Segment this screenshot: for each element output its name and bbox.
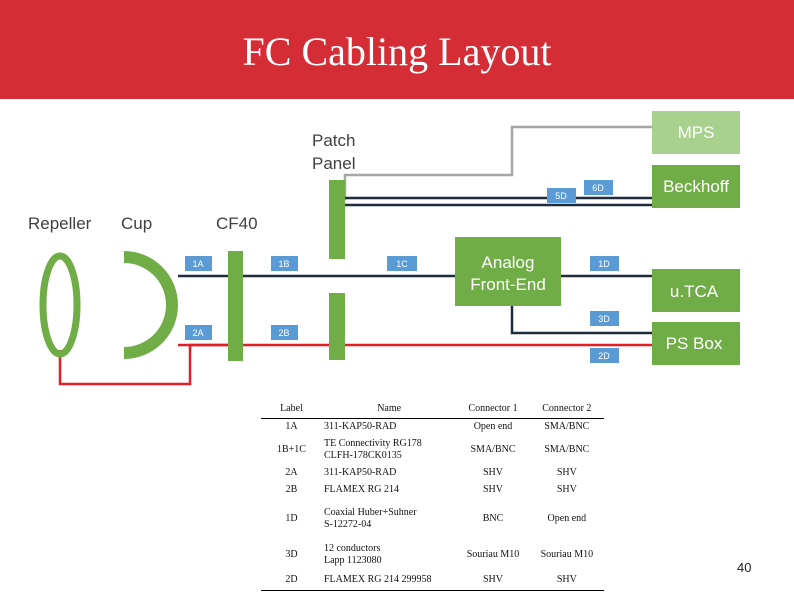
- tag-1c-text: 1C: [396, 259, 408, 269]
- row-connector-1: SMA/BNC: [470, 443, 516, 455]
- tag-2b-text: 2B: [278, 328, 290, 338]
- analog-label-line1: Analog: [481, 253, 535, 272]
- row-label: 3D: [285, 548, 298, 560]
- table-row: [261, 499, 604, 539]
- cf40-label: CF40: [216, 214, 258, 233]
- row-name: [322, 571, 456, 591]
- table-header-row: [261, 398, 604, 419]
- tag-2d-text: 2D: [598, 351, 610, 361]
- table-row: [261, 482, 604, 499]
- tag-1a-text: 1A: [192, 259, 204, 269]
- row-name: [322, 435, 456, 465]
- header-name: Name: [322, 398, 456, 419]
- row-label: 1B+1C: [277, 443, 306, 455]
- row-connector-1: SHV: [456, 571, 529, 591]
- row-name-line1: 311-KAP50-RAD: [323, 420, 397, 432]
- row-name-line2: CLFH-178CK0135: [323, 449, 402, 461]
- patch-panel-label-line2: Panel: [312, 154, 356, 173]
- row-name-line1: 311-KAP50-RAD: [323, 467, 397, 478]
- tag-1d-text: 1D: [598, 259, 610, 269]
- row-connector-2: SHV: [530, 571, 604, 591]
- equipment-boxes: [455, 111, 740, 365]
- row-connector-1: Open end: [473, 420, 513, 432]
- row-name: [322, 539, 456, 571]
- cup-label: Cup: [121, 214, 153, 233]
- analog-label-line2: Front-End: [470, 275, 546, 294]
- row-name-line1: Coaxial Huber+Suhner: [323, 506, 417, 518]
- row-name-line1: 12 conductors: [323, 542, 381, 554]
- repeller-label: Repeller: [28, 214, 92, 233]
- mps-label: MPS: [677, 123, 715, 142]
- row-connector-2: Souriau M10: [540, 548, 594, 560]
- header-label: Label: [261, 398, 322, 419]
- row-connector-1: Souriau M10: [466, 548, 520, 560]
- beckhoff-label: Beckhoff: [663, 177, 729, 196]
- row-label: 1A: [285, 420, 298, 432]
- row-label: 2B: [285, 484, 298, 495]
- row-name: [322, 465, 456, 482]
- slide-title: FC Cabling Layout: [242, 29, 552, 74]
- row-connector-1: SHV: [482, 467, 503, 478]
- row-label: 2A: [285, 467, 298, 478]
- cf40-flange: [228, 251, 243, 361]
- row-name-line1: TE Connectivity RG178: [323, 437, 422, 449]
- row-connector-1: BNC: [482, 512, 504, 524]
- cable-table: [261, 398, 604, 591]
- row-connector-2: SHV: [556, 467, 577, 478]
- header-connector-2: Connector 2: [530, 398, 604, 419]
- psbox-label: PS Box: [665, 334, 723, 353]
- table-row: [261, 539, 604, 571]
- cable-table-grid: [261, 398, 604, 591]
- tag-6d-text: 6D: [592, 183, 604, 193]
- row-name-line1: FLAMEX RG 214: [323, 484, 399, 495]
- patch-panel-upper: [329, 180, 345, 259]
- page-number: 40: [737, 560, 752, 575]
- row-connector-2: Open end: [547, 512, 587, 524]
- repeller-ring: [43, 256, 77, 354]
- patch-panel-lower: [329, 293, 345, 360]
- row-label: 2D: [261, 571, 322, 591]
- patch-panel-label-line1: Patch: [312, 131, 356, 150]
- component-labels: [28, 131, 355, 233]
- table-row: [261, 419, 604, 435]
- row-label: 1D: [285, 512, 298, 524]
- row-connector-2: SHV: [556, 484, 577, 495]
- tag-2a-text: 2A: [192, 328, 204, 338]
- table-row: [261, 465, 604, 482]
- table-row: [261, 571, 604, 591]
- row-name: [322, 499, 456, 539]
- header-connector-1: Connector 1: [456, 398, 529, 419]
- row-name-line2: Lapp 1123080: [323, 554, 382, 566]
- table-row: [261, 435, 604, 465]
- row-name-line2: S-12272-04: [323, 518, 372, 530]
- utca-label: u.TCA: [669, 282, 719, 301]
- row-connector-2: SMA/BNC: [544, 420, 590, 432]
- tag-1b-text: 1B: [278, 259, 290, 269]
- row-connector-2: SMA/BNC: [544, 443, 590, 455]
- row-name-line1: FLAMEX RG 214 299958: [323, 574, 432, 586]
- row-name: [322, 419, 456, 435]
- cup-shape: [124, 251, 178, 359]
- row-connector-1: SHV: [482, 484, 503, 495]
- tag-5d-text: 5D: [555, 191, 567, 201]
- row-name: [322, 482, 456, 499]
- cable-3d: [512, 306, 652, 333]
- tag-3d-text: 3D: [598, 314, 610, 324]
